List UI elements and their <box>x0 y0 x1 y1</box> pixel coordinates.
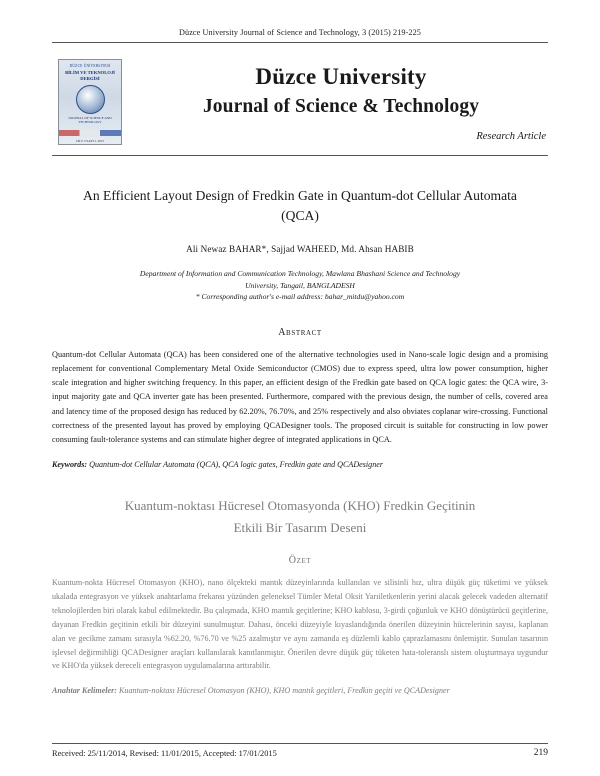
keywords <box>52 460 548 469</box>
article-type-label: Research Article <box>476 131 546 143</box>
turkish-abstract-text: Kuantum-nokta Hücresel Otomasyon (KHO), nano ölçekteki mantık düzeyinlarında kullanılan ve silisinli hız, ultra düşük güç tüketimi ve yüksek ukalada entegrasyon ve yüksek anahtarlama frekansı yüzünden geleneksel Tümler Metal Oksit Yarıiletkenlerin yerini alacak gelecek vadeden alternatif teknolojilerden biri olarak kabul edilmektedir. Bu çalışmada, KHO mantık geçitlerine; KHO kablosu, 3-girdi çoğunluk ve KHO dönüştürücü geçitlerine, dayanan Fredkin geçitinin etkili bir düzeyini sunulmuştur. Dahası, önceki düzeyiyle kıyaslandığında önerilen düzeyinin hücrelerinin sayısı, kaplanan alan ve gecikme zamanı sırasıyla %62.20, %76.70 ve %25 azalmıştır ve aynı zamanda eş düzlemli kablo çaprazlamasını önlemiştir. Sunulan tasarının işlevsel değirmihliği QCADesigner araçları kullanılarak kanıtlanmıştır. Önerilen devre düşük güç tüketen hata-toleranslı sistem oluşturmaya uygundur ve KHO'da yüksek dereceli entegrasyon uygulamalarına arttırabilir. <box>52 578 548 671</box>
masthead <box>52 57 548 149</box>
turkish-title <box>52 495 548 539</box>
logo-seal-icon <box>76 85 105 114</box>
logo-title-text: BİLİM VE TEKNOLOJİ DERGİSİ <box>65 69 115 81</box>
journal-name-line1: Düzce University <box>255 64 427 89</box>
journal-logo <box>58 59 128 145</box>
affiliation-line-1: Department of Information and Communication Technology, Mawlana Bhashani Science and Technology <box>139 268 461 278</box>
masthead-divider <box>52 155 548 156</box>
footer-divider <box>52 743 548 744</box>
journal-name-line2: Journal of Science & Technology <box>202 95 480 117</box>
turkish-title-line-2: Etkili Bir Tasarım Deseni <box>233 519 367 535</box>
logo-top-text: DÜZCE ÜNİVERSİTESİ <box>69 64 111 68</box>
logo-box <box>58 59 122 145</box>
author-list: Ali Newaz BAHAR*, Sajjad WAHEED, Md. Ahsan HABIB <box>186 243 414 254</box>
page-number: 219 <box>533 748 548 758</box>
keywords-value: Quantum-dot Cellular Automata (QCA), QCA logic gates, Fredkin gate and QCADesigner <box>89 459 384 469</box>
page-title: An Efficient Layout Design of Fredkin Gate in Quantum-dot Cellular Automata (QCA) <box>83 188 517 224</box>
turkish-keywords-value: Kuantum-noktası Hücresel Otomasyon (KHO), KHO mantık geçitleri, Fredkin geçiti ve QCADesigner <box>119 686 450 696</box>
turkish-keywords <box>52 685 548 698</box>
running-head: Düzce University Journal of Science and Technology, 3 (2015) 219-225 <box>52 28 548 43</box>
affiliation-line-2: University, Tangail, BANGLADESH <box>245 280 355 290</box>
logo-color-strip <box>59 130 121 136</box>
affiliation-line-3: * Corresponding author's e-mail address: bahar_mitdu@yahoo.com <box>195 292 405 302</box>
affiliation <box>52 268 548 303</box>
logo-bottom-text: JOURNAL OF SCIENCE AND TECHNOLOGY <box>68 115 112 125</box>
keywords-label: Keywords: <box>52 459 88 469</box>
page-footer <box>52 743 548 758</box>
abstract-text: Quantum-dot Cellular Automata (QCA) has been considered one of the alternative technologies used in Nano-scale logic design and a promising replacement for conventional Complementary Metal Oxide Semiconductor (CMOS) due to express speed, ultra low power consumption, higher scale integration and higher switching frequency. In this paper, an efficient design of the Fredkin gate based on QCA logic gates: the QCA wire, 3-input majority gate and QCA inverter gate has been presented. Furthermore, compared with the previous design, the number of cells, covered area and latency time of the proposed design has reduced by 62.20%, 76.70%, and 25% respectively and also obviates coplanar wire-crossing. Functional correctness of the presented layout has proved by employing QCADesigner tools. The proposed circuit is suitable for constructing in low power consuming fault-tolerance systems and can stimulate higher degree of integrated applications in QCA. <box>52 350 548 444</box>
turkish-title-line-1: Kuantum-noktası Hücresel Otomasyonda (KHO) Fredkin Geçitinin <box>124 497 476 513</box>
logo-year-text: CİLT 3 SAYI 1 2015 <box>75 139 105 143</box>
turkish-keywords-label: Anahtar Kelimeler: <box>52 686 117 696</box>
submission-dates: Received: 25/11/2014, Revised: 11/01/2015, Accepted: 17/01/2015 <box>52 749 277 758</box>
footer-row <box>52 748 548 758</box>
abstract-heading: Abstract <box>278 327 322 339</box>
turkish-abstract-heading: Özet <box>288 555 312 567</box>
masthead-text <box>128 57 548 142</box>
